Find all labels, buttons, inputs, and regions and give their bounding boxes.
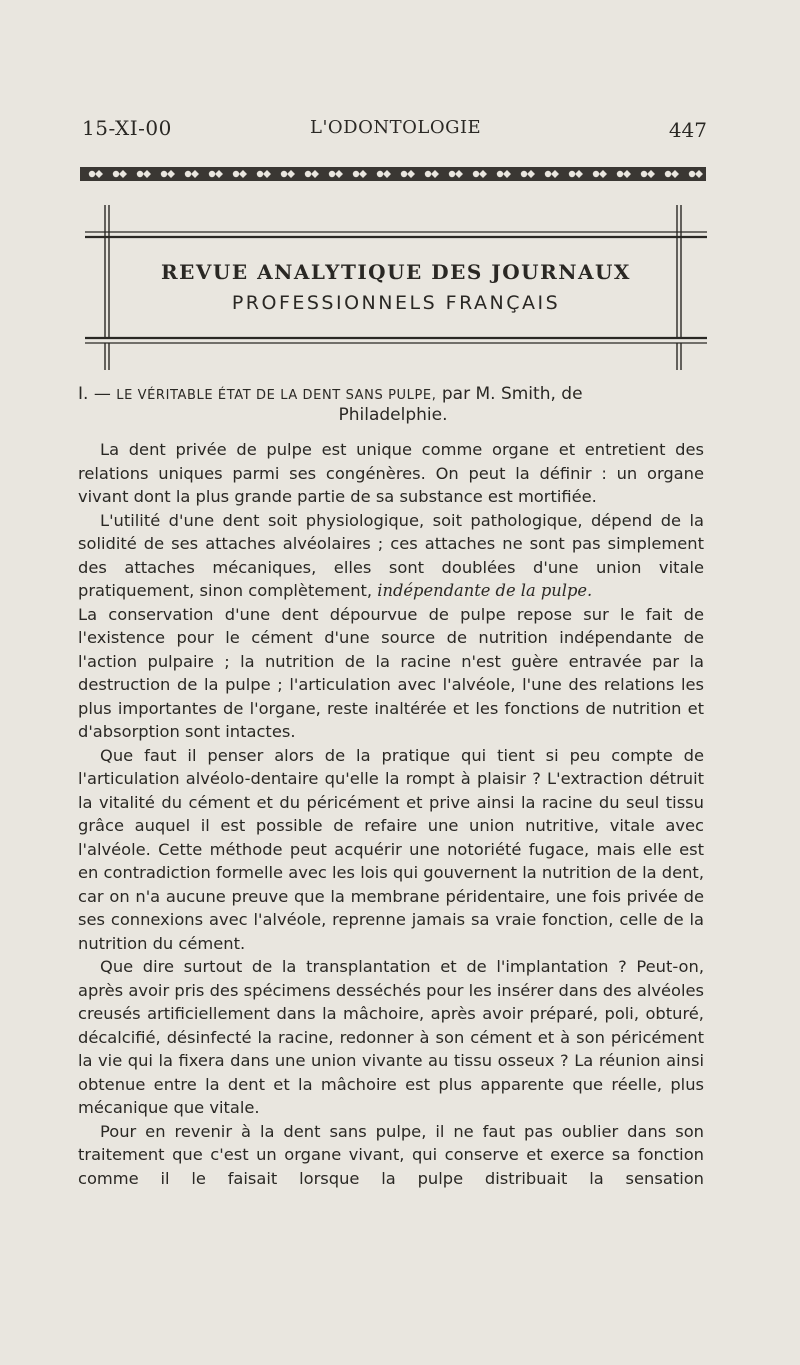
paragraph: La dent privée de pulpe est unique comme organe et entretient des relations uniques parmi ses congénères. On peut la définir : un organe vivant dont la plus grande partie de sa substance est mortifiée. [78,440,704,506]
paragraph: Que dire surtout de la transplantation et de l'implantation ? Peut-on, après avoir pris des spécimens desséchés pour les insérer dans des alvéoles creusés artificiellement dans la mâchoire, après avoir préparé, poli, obturé, décalcifié, désinfecté la racine, redonner à son cément et à son péricément la vie qui la fixera dans une union vivante au tissu osseux ? La réunion ainsi obtenue entre la dent et la mâchoire est plus apparente que réelle, plus mécanique que vitale. [78,957,704,1117]
page-number: 447 [668,118,707,142]
paragraph [78,509,704,603]
article-place: Philadelphie. [338,405,448,425]
article-number: I. — [78,384,111,404]
running-head [82,116,707,146]
paragraph: Que faut il penser alors de la pratique qui tient si peu compte de l'articulation alvéolo-dentaire qu'elle la rompt à plaisir ? L'extraction détruit la vitalité du cément et du péricément et prive ainsi la racine du seul tissu grâce auquel il est possible de refaire une union nutritive, vitale avec l'alvéole. Cette méthode peut acquérir une notoriété fugace, mais elle est en contradiction formelle avec les lois qui gouvernent la nutrition de la dent, car on n'a aucune preuve que la membrane péridentaire, une fois privée de ses connexions avec l'alvéole, reprenne jamais sa vraie fonction, celle de la nutrition du cément. [78,745,704,953]
italic-phrase: indépendante de la pulpe. [377,581,593,600]
article-author: par M. Smith, de [441,384,583,404]
article-title: LE VÉRITABLE ÉTAT DE LA DENT SANS PULPE, [116,388,437,403]
issue-date: 15-XI-00 [82,116,172,140]
paragraph-text: L'utilité d'une dent soit physiologique, soit pathologique, dépend de la solidité de ses attaches alvéolaires ; ces attaches ne sont pas simplement des attaches mécaniques, elles sont doublées d'une union vitale pratiquement, sinon complètement, [78,510,704,600]
section-title-frame [85,205,707,370]
article-heading [78,383,708,407]
section-title: REVUE ANALYTIQUE DES JOURNAUX [161,260,631,284]
ornament-band-icon [80,164,706,184]
paragraph: Pour en revenir à la dent sans pulpe, il ne faut pas oublier dans son traitement que c'est un organe vivant, qui conserve et exerce sa fonction comme il le faisait lorsque la pulpe distribuait la sensation [78,1121,704,1188]
section-subtitle: PROFESSIONNELS FRANÇAIS [231,292,561,314]
article-body [78,438,704,1190]
paragraph: La conservation d'une dent dépourvue de pulpe repose sur le fait de l'existence pour le cément d'une source de nutrition indépendante de l'action pulpaire ; la nutrition de la racine n'est guère entravée par la destruction de la pulpe ; l'articulation avec l'alvéole, l'une des relations les plus importantes de l'organe, reste inaltérée et les fonctions de nutrition et d'absorption sont intactes. [78,604,704,741]
journal-name: L'ODONTOLOGIE [310,117,482,138]
